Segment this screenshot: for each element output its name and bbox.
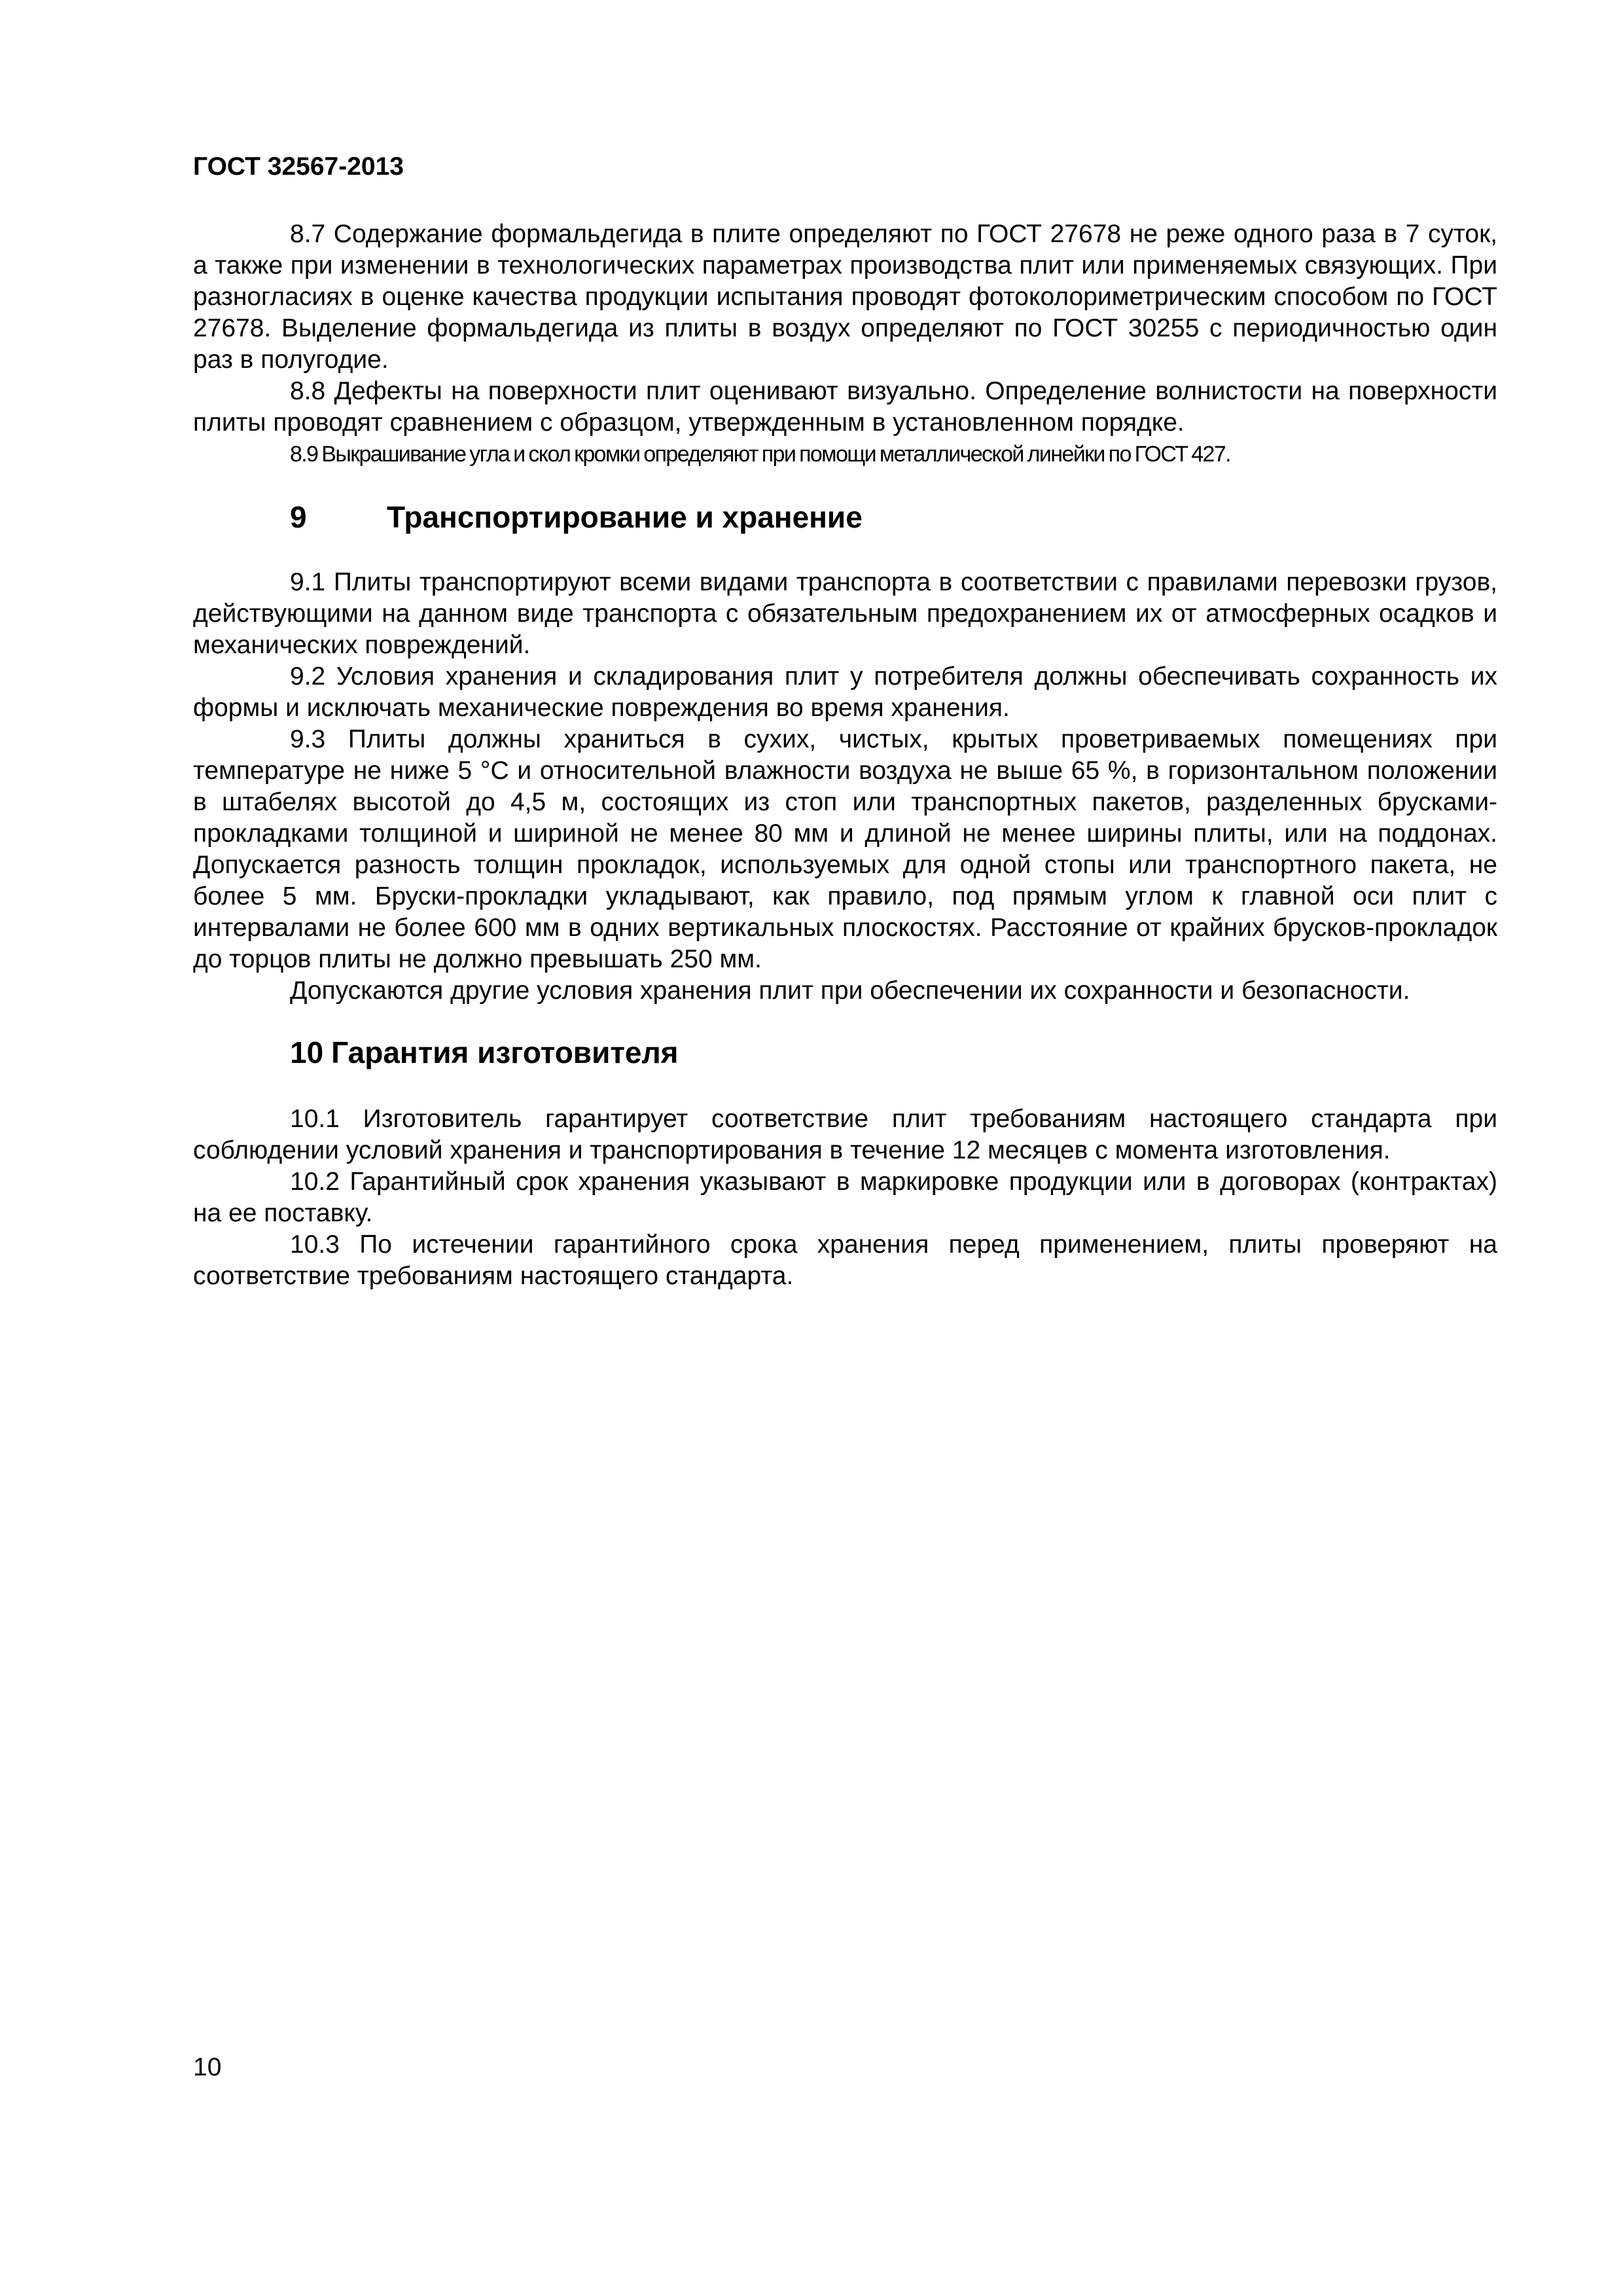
paragraph-9-3: 9.3 Плиты должны храниться в сухих, чистых, крытых проветриваемых помещениях при температуре не ниже 5 °С и относительной влажности воздуха не выше 65 %, в горизонтальном положении в штабелях высотой до 4,5 м, состоящих из стоп или транспортных пакетов, разделенных брусками-прокладками толщиной и шириной не менее 80 мм и длиной не менее ширины плиты, или на поддонах. Допускается разность толщин прокладок, используемых для одной стопы или транспортного пакета, не более 5 мм. Бруски-прокладки укладывают, как правило, под прямым углом к главной оси плит с интервалами не более 600 мм в одних вертикальных плоскостях. Расстояние от крайних брусков-прокладок до торцов плиты не должно превышать 250 мм. xyxy=(193,725,1497,973)
paragraph-10-2: 10.2 Гарантийный срок хранения указывают в маркировке продукции или в договорах (контрактах) на ее поставку. xyxy=(193,1168,1497,1227)
document-body xyxy=(193,219,1497,1292)
paragraph-10-3: 10.3 По истечении гарантийного срока хранения перед применением, плиты проверяют на соответствие требованиям настоящего стандарта. xyxy=(193,1230,1497,1290)
section-9-heading xyxy=(193,499,1497,535)
section-9-title: Транспортирование и хранение xyxy=(387,500,863,534)
section-10-title: Гарантия изготовителя xyxy=(331,1035,679,1069)
section-10-heading xyxy=(193,1034,1497,1071)
paragraph-8-9: 8.9 Выкрашивание угла и скол кромки определяют при помощи металлической линейки по ГОСТ 427. xyxy=(290,442,1230,467)
paragraph-9-other-conditions: Допускаются другие условия хранения плит при обеспечении их сохранности и безопасности. xyxy=(290,977,1410,1005)
paragraph-9-2: 9.2 Условия хранения и складирования плит у потребителя должны обеспечивать сохранность их формы и исключать механические повреждения во время хранения. xyxy=(193,662,1497,722)
paragraph-8-7: 8.7 Содержание формальдегида в плите определяют по ГОСТ 27678 не реже одного раза в 7 суток, а также при изменении в технологических параметрах производства плит или применяемых связующих. При разногласиях в оценке качества продукции испытания проводят фотоколориметрическим способом по ГОСТ 27678. Выделение формальдегида из плиты в воздух определяют по ГОСТ 30255 с периодичностью один раз в полугодие. xyxy=(193,220,1497,374)
paragraph-8-8: 8.8 Дефекты на поверхности плит оценивают визуально. Определение волнистости на поверхности плиты проводят сравнением с образцом, утвержденным в установленном порядке. xyxy=(193,377,1497,437)
section-10-number: 10 xyxy=(290,1035,324,1069)
page-number: 10 xyxy=(193,2053,222,2081)
paragraph-10-1: 10.1 Изготовитель гарантирует соответствие плит требованиям настоящего стандарта при соблюдении условий хранения и транспортирования в течение 12 месяцев с момента изготовления. xyxy=(193,1105,1497,1164)
page-header: ГОСТ 32567-2013 xyxy=(193,152,404,181)
section-9-number: 9 xyxy=(290,500,307,534)
paragraph-9-1: 9.1 Плиты транспортируют всеми видами транспорта в соответствии с правилами перевозки грузов, действующими на данном виде транспорта с обязательным предохранением их от атмосферных осадков и механических повреждений. xyxy=(193,568,1497,659)
